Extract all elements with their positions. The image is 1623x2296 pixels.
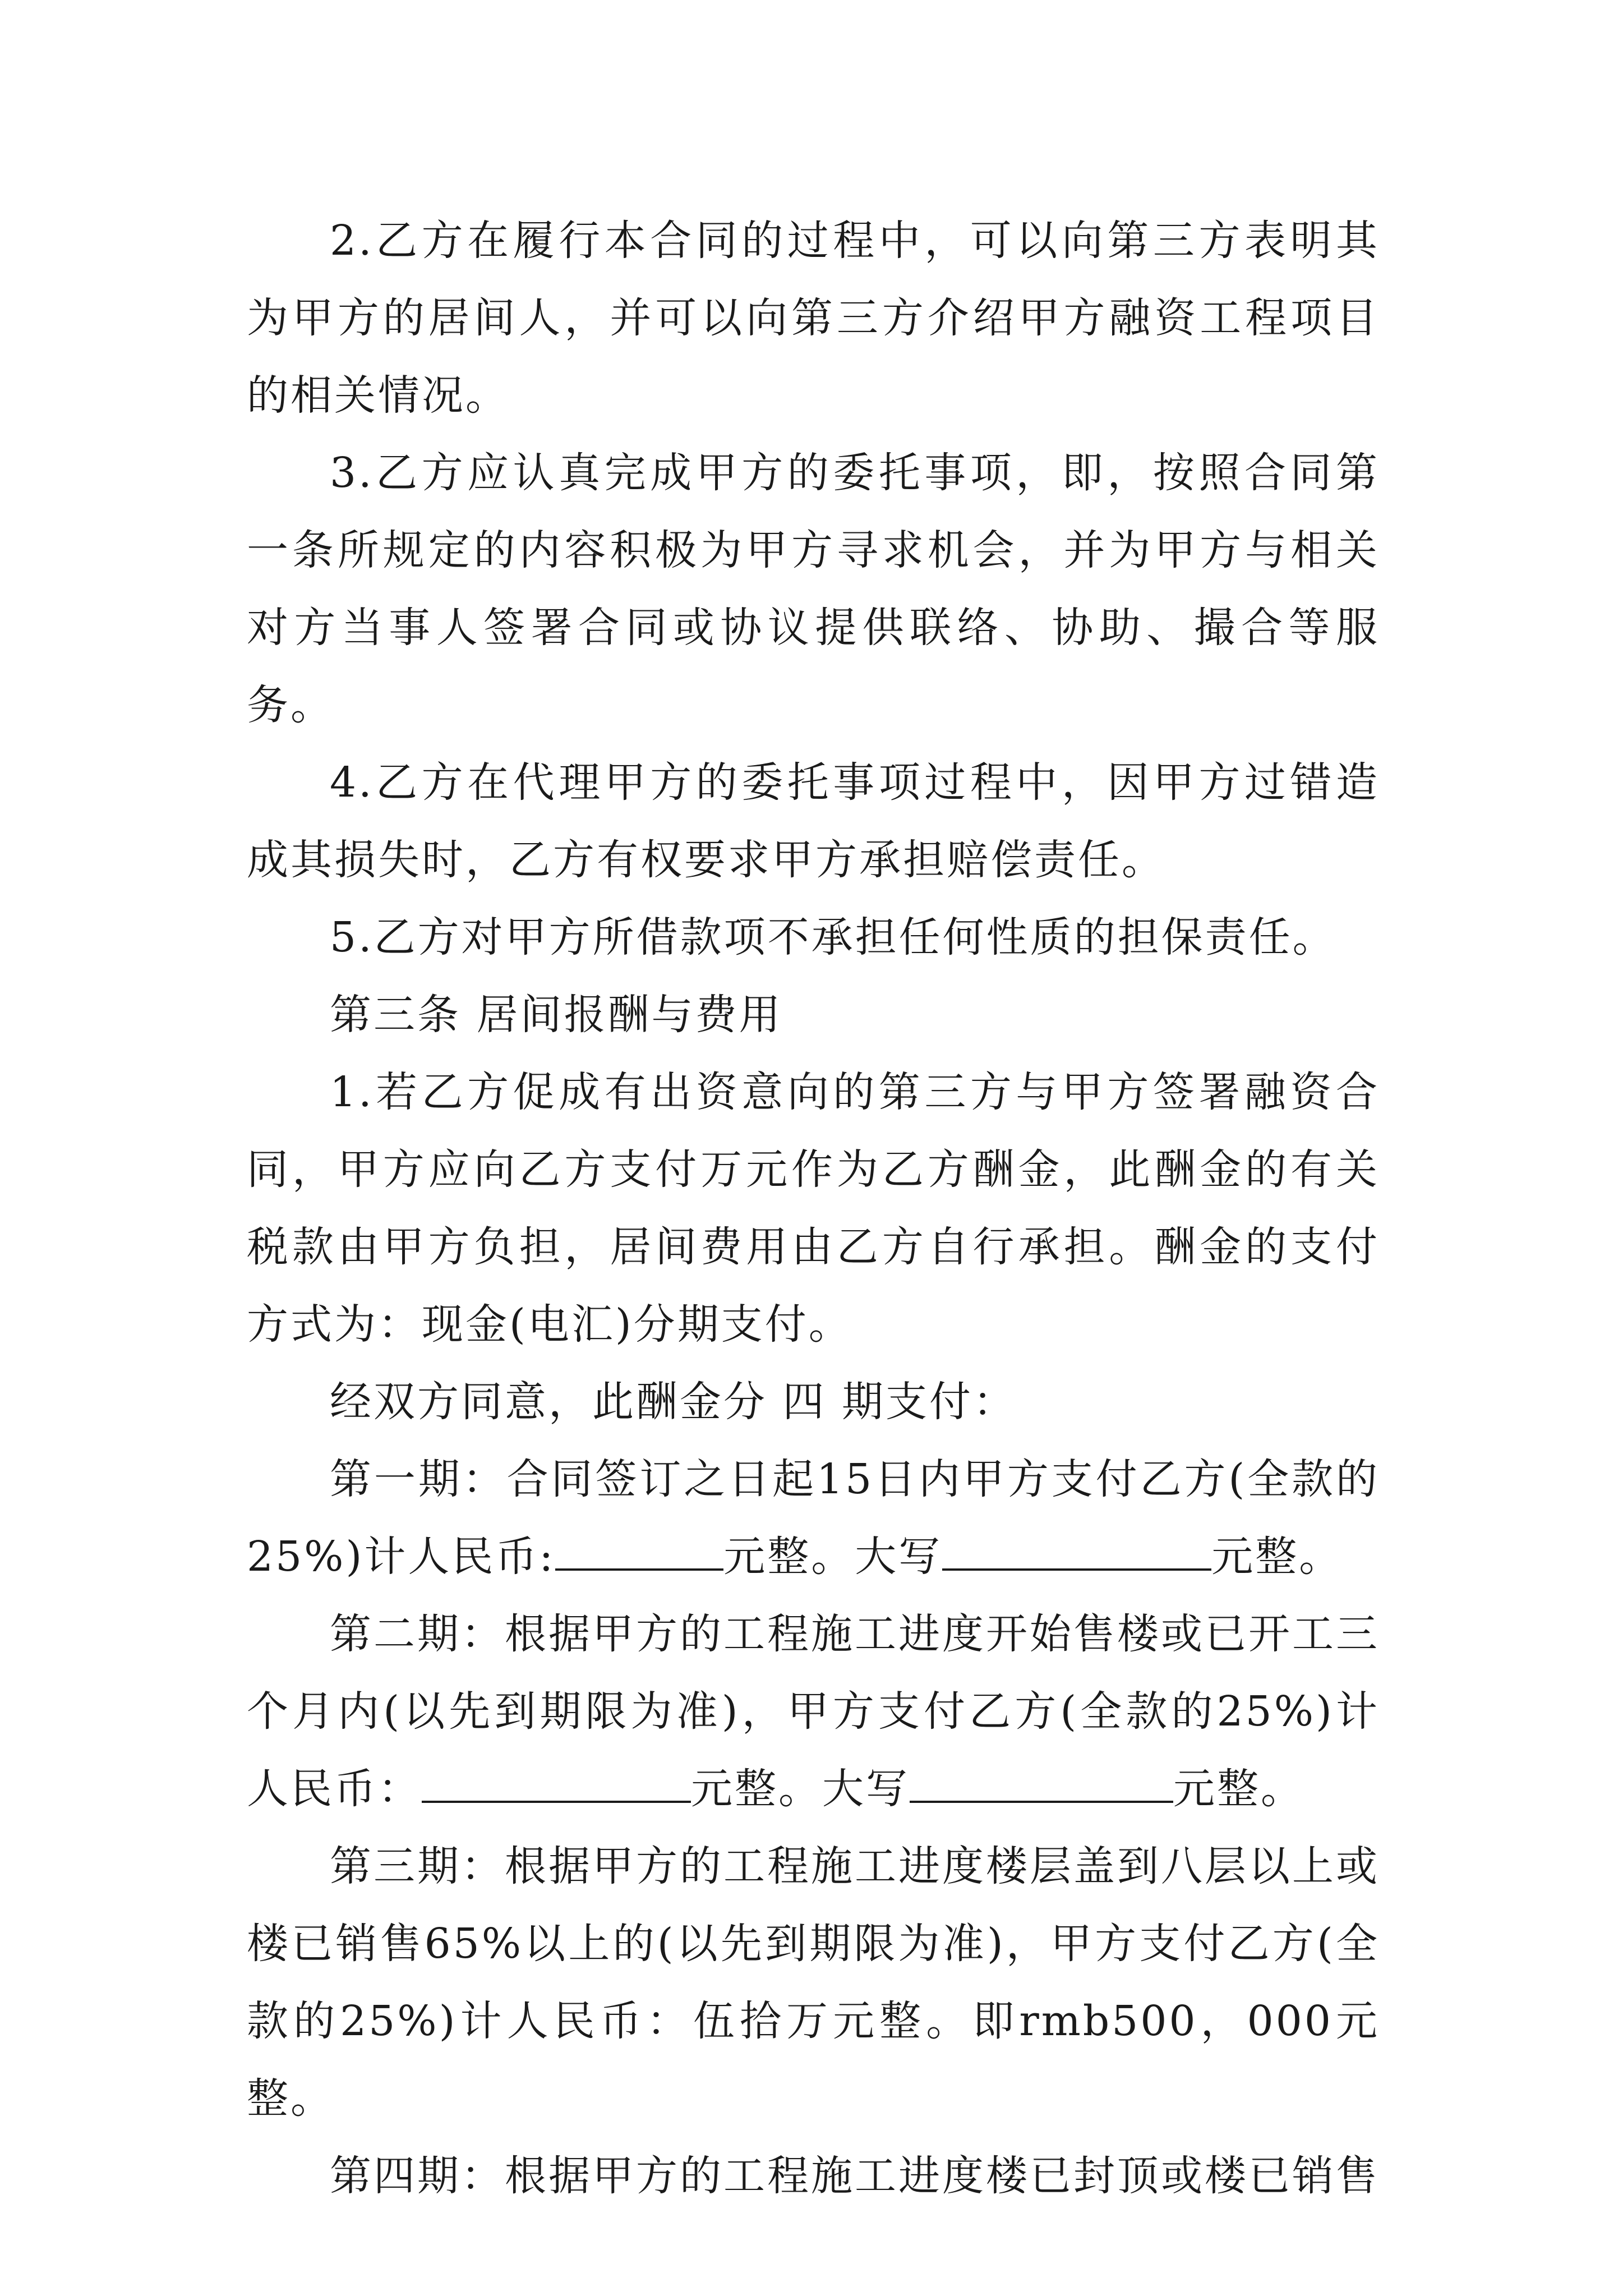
- period-2-lead: 第二期：根据甲方的工程施工进度开始售楼或已开工三个月内(以先到期限为准)，甲方支付乙方(全款的25%)计人民币：: [247, 1610, 1380, 1813]
- document-body: [247, 202, 1380, 2215]
- amount-blank-field: [422, 1761, 691, 1803]
- period-1-mid: 元整。大写: [723, 1533, 943, 1581]
- section-heading-article-3: 第三条 居间报酬与费用: [330, 991, 783, 1039]
- paragraph-clause-2-4: 4.乙方在代理甲方的委托事项过程中，因甲方过错造成其损失时，乙方有权要求甲方承担赔偿责任。: [247, 758, 1380, 884]
- paragraph-clause-2-5: 5.乙方对甲方所借款项不承担任何性质的担保责任。: [330, 913, 1336, 961]
- amount-words-blank-field: [910, 1761, 1173, 1803]
- paragraph-clause-2-3: 3.乙方应认真完成甲方的委托事项，即，按照合同第一条所规定的内容积极为甲方寻求机会，并为甲方与相关对方当事人签署合同或协议提供联络、协助、撮合等服务。: [247, 449, 1380, 729]
- paragraph-clause-3-1: 1.若乙方促成有出资意向的第三方与甲方签署融资合同，甲方应向乙方支付万元作为乙方酬金，此酬金的有关税款由甲方负担，居间费用由乙方自行承担。酬金的支付方式为：现金(电汇)分期支付。: [247, 1068, 1380, 1349]
- period-2-mid: 元整。大写: [691, 1765, 910, 1813]
- paragraph-period-1: [247, 1441, 1380, 1595]
- period-1-tail: 元整。: [1211, 1533, 1343, 1581]
- period-2-tail: 元整。: [1173, 1765, 1304, 1813]
- amount-words-blank-field: [942, 1529, 1211, 1571]
- paragraph-period-3: 第三期：根据甲方的工程施工进度楼层盖到八层以上或楼已销售65%以上的(以先到期限为准)，甲方支付乙方(全款的25%)计人民币：伍拾万元整。即rmb500，000元整。: [247, 1842, 1380, 2123]
- amount-blank-field: [555, 1529, 723, 1571]
- paragraph-period-4: 第四期：根据甲方的工程施工进度楼已封顶或楼已销售: [330, 2152, 1380, 2200]
- paragraph-clause-2-2: 2.乙方在履行本合同的过程中，可以向第三方表明其为甲方的居间人，并可以向第三方介绍甲方融资工程项目的相关情况。: [247, 217, 1380, 420]
- period-1-lead: 第一期：合同签订之日起15日内甲方支付乙方(全款的25%)计人民币:: [247, 1455, 1380, 1581]
- paragraph-installments-intro: 经双方同意，此酬金分 四 期支付：: [330, 1378, 1017, 1426]
- paragraph-period-2: [247, 1595, 1380, 1828]
